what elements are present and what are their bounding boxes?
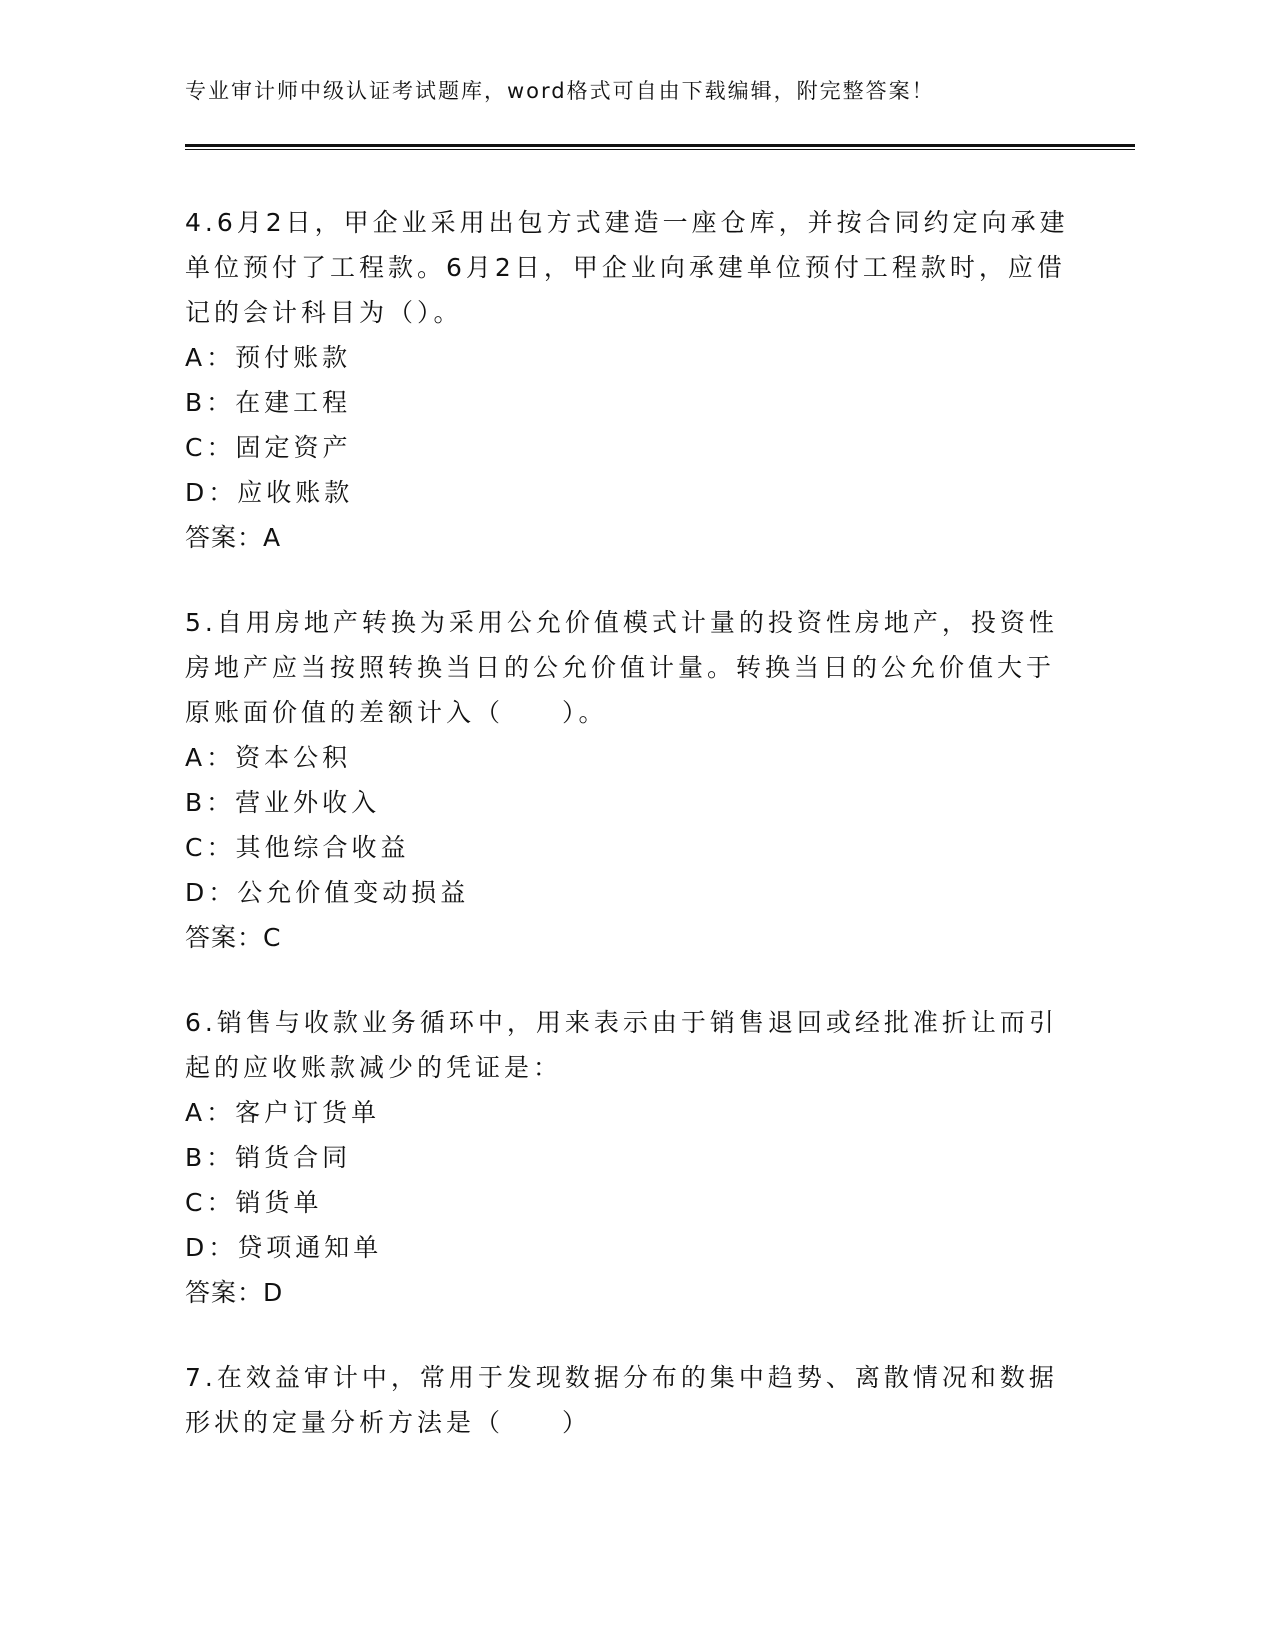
answer-line: 答案：A	[185, 523, 282, 552]
question-list	[185, 200, 1085, 1485]
option-a: A：资本公积	[185, 743, 352, 772]
option-d: D：贷项通知单	[185, 1233, 383, 1262]
question-stem-line: 单位预付了工程款。6月2日，甲企业向承建单位预付工程款时，应借	[185, 253, 1066, 282]
question-stem-line: 原账面价值的差额计入（ ）。	[185, 698, 608, 727]
option-a: A：客户订货单	[185, 1098, 381, 1127]
option-c: C：固定资产	[185, 433, 352, 462]
document-header: 专业审计师中级认证考试题库，word格式可自由下载编辑，附完整答案！	[185, 79, 935, 103]
question-stem-line: 起的应收账款减少的凭证是：	[185, 1053, 563, 1082]
question-stem-line: 6.销售与收款业务循环中，用来表示由于销售退回或经批准折让而引	[185, 1008, 1058, 1037]
answer-line: 答案：D	[185, 1278, 284, 1307]
option-d: D：公允价值变动损益	[185, 878, 470, 907]
question-7	[185, 1355, 1085, 1445]
option-c: C：销货单	[185, 1188, 323, 1217]
answer-line: 答案：C	[185, 923, 282, 952]
header-divider-thin	[185, 149, 1135, 150]
option-b: B：营业外收入	[185, 788, 381, 817]
option-c: C：其他综合收益	[185, 833, 410, 862]
question-stem-line: 记的会计科目为（）。	[185, 298, 463, 327]
header-divider-thick	[185, 144, 1135, 147]
question-5	[185, 600, 1085, 960]
question-stem-line: 7.在效益审计中，常用于发现数据分布的集中趋势、离散情况和数据	[185, 1363, 1058, 1392]
question-stem-line: 4.6月2日，甲企业采用出包方式建造一座仓库，并按合同约定向承建	[185, 208, 1069, 237]
option-d: D：应收账款	[185, 478, 354, 507]
question-stem-line: 5.自用房地产转换为采用公允价值模式计量的投资性房地产，投资性	[185, 608, 1058, 637]
option-a: A：预付账款	[185, 343, 352, 372]
question-4	[185, 200, 1085, 560]
question-stem-line: 形状的定量分析方法是（ ）	[185, 1408, 592, 1437]
option-b: B：销货合同	[185, 1143, 352, 1172]
question-6	[185, 1000, 1085, 1315]
question-stem-line: 房地产应当按照转换当日的公允价值计量。转换当日的公允价值大于	[185, 653, 1056, 682]
option-b: B：在建工程	[185, 388, 352, 417]
